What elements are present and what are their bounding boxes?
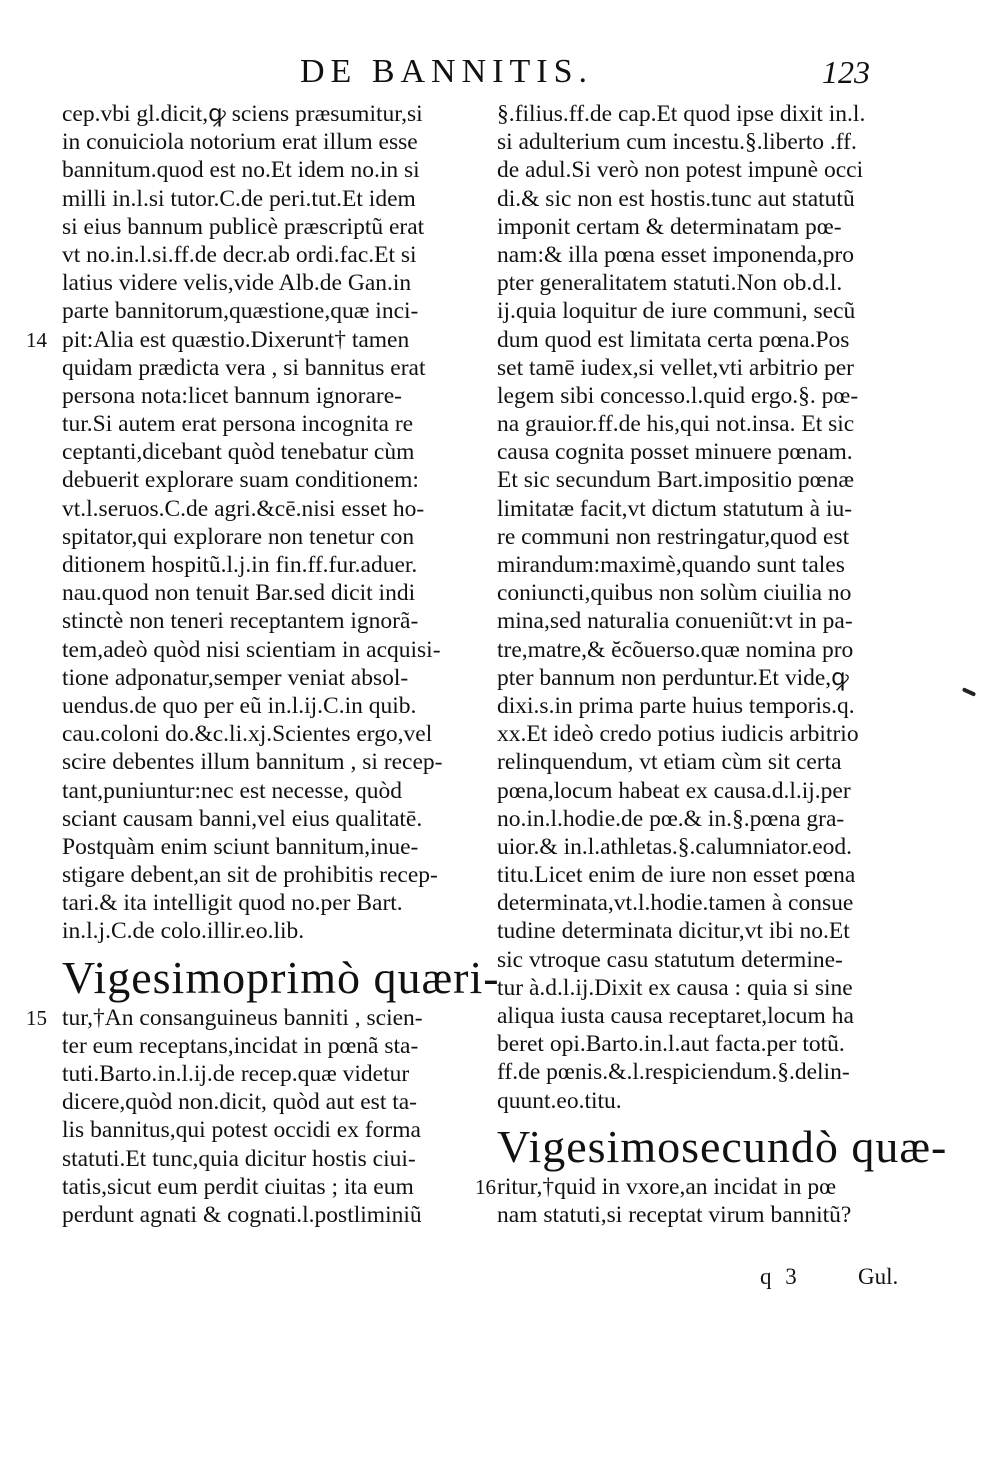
text-line: di.& sic non est hostis.tunc aut statutũ: [497, 185, 855, 212]
text-line: tudine determinata dicitur,vt ibi no.Et: [497, 918, 850, 945]
question-22-heading: Vigesimosecundò quæ-: [497, 1120, 948, 1172]
text-line: causa cognita posset minuere pœnam.: [497, 439, 853, 466]
text-line: scire debentes illum bannitum , si recep-: [62, 749, 443, 776]
text-line: tant,puniuntur:nec est necesse, quòd: [62, 777, 403, 804]
text-line: §.filius.ff.de cap.Et quod ipse dixit in.l.: [497, 101, 866, 127]
text-line: stigare debent,an sit de prohibitis recep-: [62, 862, 438, 889]
text-line: statuti.Et tunc,quia dicitur hostis ciui-: [62, 1145, 416, 1172]
text-line: quunt.eo.titu.: [497, 1087, 622, 1114]
text-line: in.l.j.C.de colo.illir.eo.lib.: [62, 918, 305, 945]
text-line: titu.Licet enim de iure non esset pœna: [497, 862, 856, 889]
text-line: limitatæ facit,vt dictum statutum à iu-: [497, 495, 853, 522]
text-line: xx.Et ideò credo potius iudicis arbitrio: [497, 721, 859, 748]
folio-number: 123: [822, 54, 870, 90]
text-line: Postquàm enim sciunt bannitum,inue-: [62, 833, 419, 860]
text-line: ceptanti,dicebant quòd tenebatur cùm: [62, 439, 415, 466]
text-line: milli in.l.si tutor.C.de peri.tut.Et idem: [62, 185, 416, 212]
text-line: ter eum receptans,incidat in pœnã sta-: [62, 1032, 419, 1059]
text-line: quidam prædicta vera , si bannitus erat: [62, 354, 426, 381]
text-line: lis bannitus,qui potest occidi ex forma: [62, 1117, 421, 1144]
text-line: de adul.Si verò non potest impunè occi: [497, 157, 864, 184]
text-line: set tamē iudex,si vellet,vti arbitrio per: [497, 354, 854, 381]
right-text-block-b: [497, 1201, 907, 1229]
text-line: uior.& in.l.athletas.§.calumniator.eod.: [497, 833, 853, 860]
text-line: cep.vbi gl.dicit,ꝙ sciens præsumitur,si: [62, 101, 423, 127]
text-line: ritur,†quid in vxore,an incidat in pœ: [497, 1173, 837, 1200]
left-text-block-a: [62, 100, 462, 326]
text-line: tur,†An consanguineus banniti , scien-: [62, 1004, 423, 1031]
margin-note-number-15: 15: [26, 1005, 47, 1030]
text-line: spitator,qui explorare non tenetur con: [62, 523, 415, 550]
question-21-heading: Vigesimoprimò quæri-: [62, 951, 500, 1003]
text-line: ditionem hospitũ.l.j.in fin.ff.fur.aduer.: [62, 552, 418, 578]
text-line: ff.de pœnis.&.l.respiciendum.§.delin-: [497, 1059, 850, 1086]
ink-speck: [962, 687, 976, 697]
margin-note-number-14: 14: [26, 327, 47, 352]
left-text-block-b: [62, 354, 462, 946]
text-line: ij.quia loquitur de iure communi, secũ: [497, 298, 856, 325]
running-title: DE BANNITIS.: [300, 53, 593, 90]
text-line: tari.& ita intelligit quod no.per Bart.: [62, 890, 403, 917]
text-line: nam statuti,si receptat virum bannitũ?: [497, 1201, 852, 1228]
text-line: in conuiciola notorium erat illum esse: [62, 129, 418, 156]
text-line: si adulterium cum incestu.§.liberto .ff.: [497, 129, 857, 156]
text-line: no.in.l.hodie.de pœ.& in.§.pœna gra-: [497, 805, 845, 832]
text-line: si eius bannum publicè præscriptũ erat: [62, 213, 425, 240]
text-line: tuti.Barto.in.l.ij.de recep.quæ videtur: [62, 1061, 410, 1087]
margin-note-number-16: 16: [475, 1174, 496, 1199]
signature-mark: q 3: [760, 1264, 801, 1289]
text-line: sic vtroque casu statutum determine-: [497, 946, 843, 973]
text-line: tione adponatur,semper veniat absol-: [62, 664, 409, 691]
text-line: na grauior.ff.de his,qui not.insa. Et sic: [497, 411, 855, 438]
text-line: vt.l.seruos.C.de agri.&cē.nisi esset ho-: [62, 495, 425, 522]
text-line: pœna,locum habeat ex causa.d.l.ij.per: [497, 777, 851, 804]
text-line: determinata,vt.l.hodie.tamen à consue: [497, 890, 854, 917]
text-line: dum quod est limitata certa pœna.Pos: [497, 326, 850, 353]
text-line: dixi.s.in prima parte huius temporis.q.: [497, 692, 855, 719]
text-line: nam:& illa pœna esset imponenda,pro: [497, 241, 854, 268]
text-line: tur.Si autem erat persona incognita re: [62, 411, 414, 438]
running-head: [0, 52, 1000, 96]
text-line: tatis,sicut eum perdit ciuitas ; ita eum: [62, 1173, 414, 1200]
text-line-marked-14: [26, 326, 462, 354]
page-footer: [0, 1264, 1000, 1294]
text-line: Et sic secundum Bart.impositio pœnæ: [497, 467, 855, 494]
text-line: perdunt agnati & cognati.l.postliminiũ: [62, 1201, 422, 1228]
text-line: tre,matre,& ĕcõuerso.quæ nomina pro: [497, 636, 854, 663]
text-line: pter generalitatem statuti.Non ob.d.l.: [497, 270, 843, 297]
text-line: coniuncti,quibus non solùm ciuilia no: [497, 580, 852, 607]
text-line: cau.coloni do.&c.li.xj.Scientes ergo,vel: [62, 721, 433, 748]
right-column: [475, 100, 948, 1229]
catchword: Gul.: [858, 1264, 899, 1289]
text-line: legem sibi concesso.l.quid ergo.§. pœ-: [497, 382, 859, 409]
right-text-block-a: [497, 100, 907, 1115]
text-line: dicere,quòd non.dicit, quòd aut est ta-: [62, 1089, 418, 1116]
text-line: pit:Alia est quæstio.Dixerunt† tamen: [62, 326, 410, 353]
text-line: uendus.de quo per eũ in.l.ij.C.in quib.: [62, 692, 417, 719]
text-line: stinctè non teneri receptantem ignorã-: [62, 608, 419, 635]
text-line: nau.quod non tenuit Bar.sed dicit indi: [62, 580, 416, 607]
text-line: persona nota:licet bannum ignorare-: [62, 382, 402, 409]
text-line: imponit certam & determinatam pœ-: [497, 213, 842, 240]
text-line: debuerit explorare suam conditionem:: [62, 467, 419, 494]
text-line: tur à.d.l.ij.Dixit ex causa : quia si sine: [497, 974, 853, 1001]
text-line-marked-16: [475, 1173, 907, 1201]
text-line: beret opi.Barto.in.l.aut facta.per totũ.: [497, 1031, 845, 1058]
text-line: mina,sed naturalia conueniũt:vt in pa-: [497, 608, 853, 635]
left-text-block-c: [62, 1032, 462, 1229]
text-line: relinquendum, vt etiam cùm sit certa: [497, 749, 842, 776]
text-line: mirandum:maximè,quando sunt tales: [497, 552, 845, 578]
text-line-marked-15: [26, 1004, 462, 1032]
text-line: tem,adeò quòd nisi scientiam in acquisi-: [62, 636, 441, 663]
text-line: bannitum.quod est no.Et idem no.in si: [62, 157, 420, 184]
text-line: sciant causam banni,vel eius qualitatē.: [62, 805, 423, 832]
text-line: vt no.in.l.si.ff.de decr.ab ordi.fac.Et si: [62, 241, 417, 268]
text-line: parte bannitorum,quæstione,quæ inci-: [62, 298, 419, 325]
text-line: pter bannum non perduntur.Et vide,ꝙ: [497, 664, 849, 691]
text-line: re communi non restringatur,quod est: [497, 523, 850, 550]
text-line: latius videre velis,vide Alb.de Gan.in: [62, 270, 412, 297]
text-line: aliqua iusta causa receptaret,locum ha: [497, 1003, 854, 1029]
